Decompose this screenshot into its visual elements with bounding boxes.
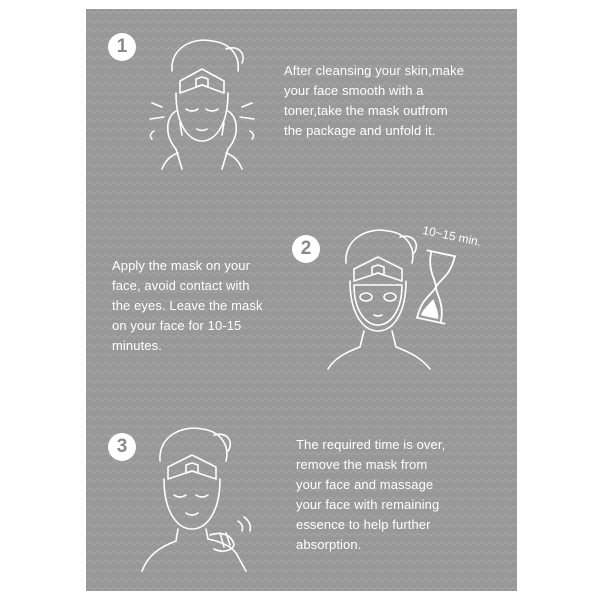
step-1-badge: 1	[108, 33, 136, 61]
step-3-text: The required time is over, remove the mask from your face and massage your face with remaining essence to help further absorption.	[296, 437, 446, 552]
timer-label: 10~15 min.	[421, 222, 483, 250]
step-1-text: After cleansing your skin,make your face smooth with a toner,take the mask outfrom the package and unfold it.	[284, 63, 465, 138]
step-3-badge: 3	[108, 433, 136, 461]
step-2-text: Apply the mask on your face, avoid contact with the eyes. Leave the mask on your face for 10-15 minutes.	[112, 258, 263, 353]
step-2-badge: 2	[292, 235, 320, 263]
hourglass-icon	[416, 249, 456, 325]
face-massaging-neck-icon	[136, 421, 256, 581]
instruction-panel	[86, 9, 517, 591]
face-touching-cheeks-icon	[142, 31, 262, 171]
